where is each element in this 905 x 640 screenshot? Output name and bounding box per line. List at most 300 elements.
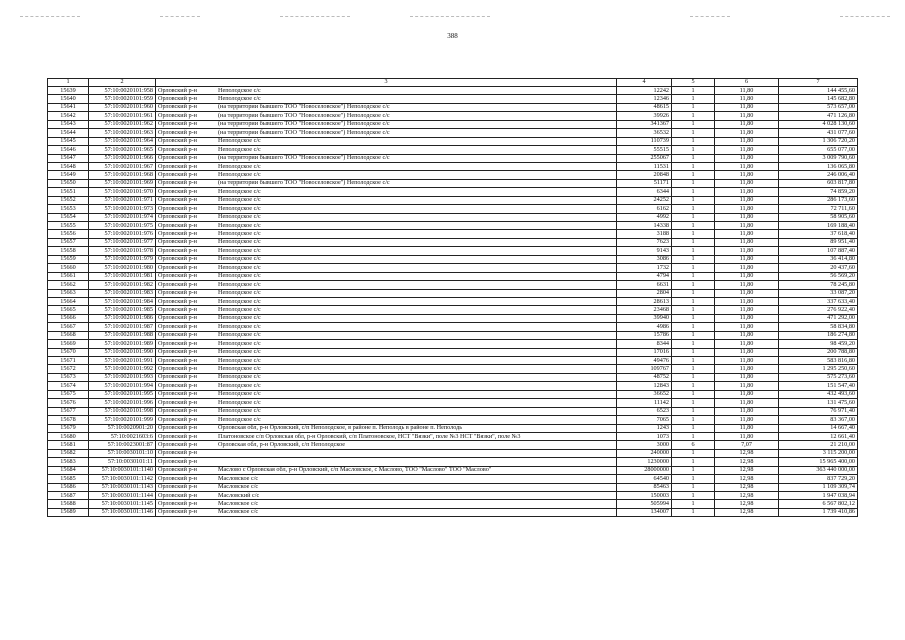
locality: Масловское с/с (218, 474, 259, 482)
locality: (на территории бывшего ТОО "Новоселовское") Неполодское с/с (218, 103, 390, 111)
district: Орловский р-н (158, 213, 197, 221)
coefficient: 1 (672, 146, 715, 154)
cadastral-value: 37 618,40 (779, 230, 858, 238)
cadastral-value: 144 455,60 (779, 87, 858, 95)
cadastral-value: 58 834,80 (779, 323, 858, 331)
area: 48615 (617, 103, 672, 111)
area: 255067 (617, 154, 672, 162)
cadastral-number: 57:10:0020101:971 (89, 196, 156, 204)
cadastral-number: 57:10:0020101:985 (89, 306, 156, 314)
rate: 11,80 (715, 95, 779, 103)
table-row (48, 137, 858, 145)
locality: Неполодское с/с (218, 196, 261, 204)
table-row (48, 103, 858, 111)
location (156, 238, 617, 246)
location (156, 289, 617, 297)
district: Орловский р-н (158, 381, 197, 389)
area: 49476 (617, 357, 672, 365)
district: Орловский р-н (158, 466, 197, 474)
coefficient: 1 (672, 483, 715, 491)
row-number: 15643 (48, 120, 89, 128)
table-row (48, 146, 858, 154)
table-body (48, 79, 858, 517)
location (156, 281, 617, 289)
coefficient: 1 (672, 331, 715, 339)
row-number: 15669 (48, 340, 89, 348)
rate: 11,80 (715, 272, 779, 280)
coefficient: 1 (672, 171, 715, 179)
cadastral-number: 57:10:0030101:1143 (89, 483, 156, 491)
area: 64540 (617, 475, 672, 483)
area: 1073 (617, 432, 672, 440)
locality: Неполодское с/с (218, 322, 261, 330)
table-row (48, 205, 858, 213)
rate: 12,98 (715, 475, 779, 483)
cadastral-value: 4 028 130,60 (779, 120, 858, 128)
area: 109767 (617, 365, 672, 373)
cadastral-value: 131 475,60 (779, 399, 858, 407)
area: 36532 (617, 129, 672, 137)
district: Орловский р-н (158, 289, 197, 297)
table-row (48, 500, 858, 508)
location (156, 416, 617, 424)
row-number: 15639 (48, 87, 89, 95)
location (156, 87, 617, 95)
table-row (48, 222, 858, 230)
rate: 11,80 (715, 432, 779, 440)
district: Орловский р-н (158, 86, 197, 94)
coefficient: 1 (672, 213, 715, 221)
locality: Неполодское с/с (218, 95, 261, 103)
coefficient: 1 (672, 492, 715, 500)
location (156, 390, 617, 398)
coefficient: 1 (672, 289, 715, 297)
district: Орловский р-н (158, 263, 197, 271)
table-row (48, 449, 858, 457)
row-number: 15677 (48, 407, 89, 415)
coefficient: 1 (672, 407, 715, 415)
row-number: 15661 (48, 272, 89, 280)
location (156, 492, 617, 500)
scan-artifact (410, 16, 490, 17)
area: 4992 (617, 213, 672, 221)
area: 6162 (617, 205, 672, 213)
locality: Орловская обл, р-н Орловский, с/п Неполодское, в районе п. Неполодь в районе п. Неполодь (218, 424, 463, 432)
table-row (48, 179, 858, 187)
table-row (48, 441, 858, 449)
district: Орловский р-н (158, 187, 197, 195)
row-number: 15651 (48, 188, 89, 196)
rate: 11,80 (715, 416, 779, 424)
district: Орловский р-н (158, 170, 197, 178)
area: 24252 (617, 196, 672, 204)
table-row (48, 483, 858, 491)
area: 28000000 (617, 466, 672, 474)
cadastral-value: 78 245,80 (779, 281, 858, 289)
coefficient: 1 (672, 314, 715, 322)
coefficient: 1 (672, 162, 715, 170)
locality: Неполодское с/с (218, 305, 261, 313)
district: Орловский р-н (158, 331, 197, 339)
coefficient: 1 (672, 475, 715, 483)
coefficient: 1 (672, 188, 715, 196)
district: Орловский р-н (158, 145, 197, 153)
location (156, 162, 617, 170)
row-number: 15659 (48, 255, 89, 263)
locality: Неполодское с/с (218, 170, 261, 178)
coefficient: 6 (672, 441, 715, 449)
district: Орловский р-н (158, 339, 197, 347)
location (156, 323, 617, 331)
locality: Неполодское с/с (218, 137, 261, 145)
cadastral-number: 57:10:0020101:999 (89, 416, 156, 424)
district: Орловский р-н (158, 373, 197, 381)
district: Орловский р-н (158, 162, 197, 170)
location (156, 247, 617, 255)
row-number: 15644 (48, 129, 89, 137)
cadastral-value: 76 971,40 (779, 407, 858, 415)
district: Орловский р-н (158, 179, 197, 187)
table-row (48, 213, 858, 221)
row-number: 15662 (48, 281, 89, 289)
district: Орловский р-н (158, 322, 197, 330)
land-registry-table (47, 78, 858, 517)
coefficient: 1 (672, 222, 715, 230)
locality: Масловское с/с (218, 508, 259, 516)
table-row (48, 95, 858, 103)
cadastral-number: 57:10:0020101:970 (89, 188, 156, 196)
cadastral-number: 57:10:0020101:979 (89, 255, 156, 263)
district: Орловский р-н (158, 407, 197, 415)
locality: Масловo с Орловская обл, р-н Орловский, с/п Масловское, с Маслово, ТОО "Маслово" ТОО "Маслово" (218, 466, 492, 474)
rate: 11,80 (715, 264, 779, 272)
district: Орловский р-н (158, 246, 197, 254)
coefficient: 1 (672, 432, 715, 440)
cadastral-value: 337 633,40 (779, 297, 858, 305)
column-number: 7 (779, 79, 858, 87)
table-row (48, 399, 858, 407)
rate: 11,80 (715, 120, 779, 128)
location (156, 382, 617, 390)
table-row (48, 162, 858, 170)
cadastral-number: 57:10:0020101:998 (89, 407, 156, 415)
district: Орловский р-н (158, 230, 197, 238)
district: Орловский р-н (158, 196, 197, 204)
rate: 11,80 (715, 154, 779, 162)
locality: (на территории бывшего ТОО "Новоселовское") Неполодское с/с (218, 179, 390, 187)
row-number: 15681 (48, 441, 89, 449)
row-number: 15665 (48, 306, 89, 314)
row-number: 15673 (48, 373, 89, 381)
district: Орловский р-н (158, 424, 197, 432)
rate: 12,98 (715, 483, 779, 491)
location (156, 373, 617, 381)
cadastral-number: 57:10:0020101:968 (89, 171, 156, 179)
location (156, 213, 617, 221)
district: Орловский р-н (158, 398, 197, 406)
cadastral-value: 1 947 038,94 (779, 492, 858, 500)
coefficient: 1 (672, 357, 715, 365)
district: Орловский р-н (158, 314, 197, 322)
cadastral-number: 57:10:0020101:984 (89, 297, 156, 305)
row-number: 15680 (48, 432, 89, 440)
cadastral-value: 1 295 250,60 (779, 365, 858, 373)
rate: 11,80 (715, 129, 779, 137)
cadastral-number: 57:10:0020101:960 (89, 103, 156, 111)
district: Орловский р-н (158, 111, 197, 119)
location (156, 449, 617, 457)
rate: 7,07 (715, 441, 779, 449)
area: 6523 (617, 407, 672, 415)
cadastral-number: 57:10:0020101:993 (89, 373, 156, 381)
rate: 11,80 (715, 137, 779, 145)
row-number: 15655 (48, 222, 89, 230)
district: Орловский р-н (158, 95, 197, 103)
cadastral-value: 603 817,80 (779, 179, 858, 187)
locality: Неполодское с/с (218, 365, 261, 373)
cadastral-number: 57:10:0020101:977 (89, 238, 156, 246)
cadastral-value: 1 109 309,74 (779, 483, 858, 491)
location (156, 129, 617, 137)
row-number: 15654 (48, 213, 89, 221)
table-row (48, 112, 858, 120)
location (156, 348, 617, 356)
cadastral-value: 432 493,60 (779, 390, 858, 398)
cadastral-number: 57:10:0020101:961 (89, 112, 156, 120)
cadastral-value: 169 188,40 (779, 222, 858, 230)
district: Орловский р-н (158, 500, 197, 508)
coefficient: 1 (672, 103, 715, 111)
table-row (48, 416, 858, 424)
locality: Неполодское с/с (218, 162, 261, 170)
location (156, 112, 617, 120)
coefficient: 1 (672, 500, 715, 508)
rate: 11,80 (715, 112, 779, 120)
coefficient: 1 (672, 306, 715, 314)
district: Орловский р-н (158, 348, 197, 356)
locality: Неполодское с/с (218, 86, 261, 94)
cadastral-number: 57:10:0020101:982 (89, 281, 156, 289)
locality: Орловская обл, р-н Орловский, с/п Неполодское (218, 440, 346, 448)
cadastral-number: 57:10:0030101:1142 (89, 475, 156, 483)
row-number: 15678 (48, 416, 89, 424)
locality: Неполодское с/с (218, 238, 261, 246)
cadastral-number: 57:10:0020101:958 (89, 87, 156, 95)
row-number: 15670 (48, 348, 89, 356)
rate: 11,80 (715, 314, 779, 322)
rate: 11,80 (715, 213, 779, 221)
location (156, 297, 617, 305)
table-row (48, 87, 858, 95)
page-number: 388 (447, 32, 458, 40)
coefficient: 1 (672, 238, 715, 246)
rate: 11,80 (715, 205, 779, 213)
area: 1243 (617, 424, 672, 432)
cadastral-number: 57:10:0020101:966 (89, 154, 156, 162)
area: 240000 (617, 449, 672, 457)
coefficient: 1 (672, 112, 715, 120)
row-number: 15683 (48, 458, 89, 466)
locality: Неполодское с/с (218, 255, 261, 263)
coefficient: 1 (672, 129, 715, 137)
row-number: 15648 (48, 162, 89, 170)
row-number: 15660 (48, 264, 89, 272)
rate: 11,80 (715, 331, 779, 339)
district: Орловский р-н (158, 432, 197, 440)
table-row (48, 306, 858, 314)
cadastral-value: 14 667,40 (779, 424, 858, 432)
cadastral-value: 246 006,40 (779, 171, 858, 179)
coefficient: 1 (672, 137, 715, 145)
row-number: 15675 (48, 390, 89, 398)
table-row (48, 365, 858, 373)
scan-artifact (280, 16, 350, 17)
area: 12242 (617, 87, 672, 95)
area: 15786 (617, 331, 672, 339)
table-row (48, 154, 858, 162)
cadastral-value: 89 951,40 (779, 238, 858, 246)
locality: Масловское с/с (218, 483, 259, 491)
row-number: 15688 (48, 500, 89, 508)
district: Орловский р-н (158, 272, 197, 280)
rate: 11,80 (715, 306, 779, 314)
district: Орловский р-н (158, 356, 197, 364)
cadastral-value: 20 437,60 (779, 264, 858, 272)
table-row (48, 188, 858, 196)
cadastral-number: 57:10:0020101:973 (89, 205, 156, 213)
table-row (48, 272, 858, 280)
locality: Неполодское с/с (218, 407, 261, 415)
location (156, 357, 617, 365)
row-number: 15647 (48, 154, 89, 162)
table-row (48, 373, 858, 381)
coefficient: 1 (672, 196, 715, 204)
rate: 12,98 (715, 500, 779, 508)
column-number: 4 (617, 79, 672, 87)
table-row (48, 466, 858, 474)
rate: 11,80 (715, 340, 779, 348)
cadastral-number: 57:10:0020101:988 (89, 331, 156, 339)
location (156, 272, 617, 280)
locality: Неполодское с/с (218, 390, 261, 398)
locality: Неполодское с/с (218, 230, 261, 238)
cadastral-number: 57:10:0030101:1146 (89, 508, 156, 516)
area: 51171 (617, 179, 672, 187)
coefficient: 1 (672, 458, 715, 466)
rate: 11,80 (715, 247, 779, 255)
cadastral-value: 107 887,40 (779, 247, 858, 255)
rate: 12,98 (715, 508, 779, 516)
row-number: 15672 (48, 365, 89, 373)
district: Орловский р-н (158, 238, 197, 246)
location (156, 230, 617, 238)
row-number: 15687 (48, 492, 89, 500)
area: 11142 (617, 399, 672, 407)
area: 2804 (617, 289, 672, 297)
cadastral-value: 151 547,40 (779, 382, 858, 390)
rate: 11,80 (715, 289, 779, 297)
column-number: 6 (715, 79, 779, 87)
location (156, 424, 617, 432)
cadastral-number: 57:10:0020101:991 (89, 357, 156, 365)
area: 110739 (617, 137, 672, 145)
rate: 11,80 (715, 179, 779, 187)
table-row (48, 340, 858, 348)
rate: 11,80 (715, 188, 779, 196)
cadastral-number: 57:10:0020101:980 (89, 264, 156, 272)
coefficient: 1 (672, 255, 715, 263)
area: 11531 (617, 162, 672, 170)
area: 28613 (617, 297, 672, 305)
row-number: 15679 (48, 424, 89, 432)
area: 48752 (617, 373, 672, 381)
row-number: 15653 (48, 205, 89, 213)
location (156, 500, 617, 508)
location (156, 441, 617, 449)
location (156, 458, 617, 466)
row-number: 15666 (48, 314, 89, 322)
rate: 11,80 (715, 230, 779, 238)
district: Орловский р-н (158, 128, 197, 136)
location (156, 205, 617, 213)
column-number: 3 (156, 79, 617, 87)
rate: 11,80 (715, 365, 779, 373)
locality: Неполодское с/с (218, 348, 261, 356)
area: 3086 (617, 255, 672, 263)
cadastral-value: 56 569,20 (779, 272, 858, 280)
coefficient: 1 (672, 323, 715, 331)
table-row (48, 129, 858, 137)
coefficient: 1 (672, 390, 715, 398)
locality: Неполодское с/с (218, 145, 261, 153)
scan-artifact (160, 16, 200, 17)
location (156, 154, 617, 162)
district: Орловский р-н (158, 440, 197, 448)
coefficient: 1 (672, 95, 715, 103)
table-row (48, 382, 858, 390)
row-number: 15668 (48, 331, 89, 339)
table-row (48, 230, 858, 238)
cadastral-number: 57:10:0020101:963 (89, 129, 156, 137)
area: 85463 (617, 483, 672, 491)
cadastral-number: 57:10:0020101:996 (89, 399, 156, 407)
area: 6344 (617, 188, 672, 196)
location (156, 466, 617, 474)
location (156, 483, 617, 491)
row-number: 15676 (48, 399, 89, 407)
location (156, 399, 617, 407)
cadastral-number: 57:10:0020901:20 (89, 424, 156, 432)
location (156, 196, 617, 204)
locality: Неполодское с/с (218, 356, 261, 364)
cadastral-number: 57:10:0020101:983 (89, 289, 156, 297)
cadastral-number: 57:10:0030101:11 (89, 458, 156, 466)
district: Орловский р-н (158, 297, 197, 305)
cadastral-value: 363 440 000,00 (779, 466, 858, 474)
cadastral-number: 57:10:0021603:6 (89, 432, 156, 440)
rate: 11,80 (715, 399, 779, 407)
cadastral-value: 12 661,40 (779, 432, 858, 440)
coefficient: 1 (672, 340, 715, 348)
table-row (48, 281, 858, 289)
locality: Неполодское с/с (218, 314, 261, 322)
rate: 11,80 (715, 87, 779, 95)
location (156, 103, 617, 111)
coefficient: 1 (672, 154, 715, 162)
rate: 11,80 (715, 297, 779, 305)
table-row (48, 492, 858, 500)
cadastral-value: 136 065,80 (779, 162, 858, 170)
